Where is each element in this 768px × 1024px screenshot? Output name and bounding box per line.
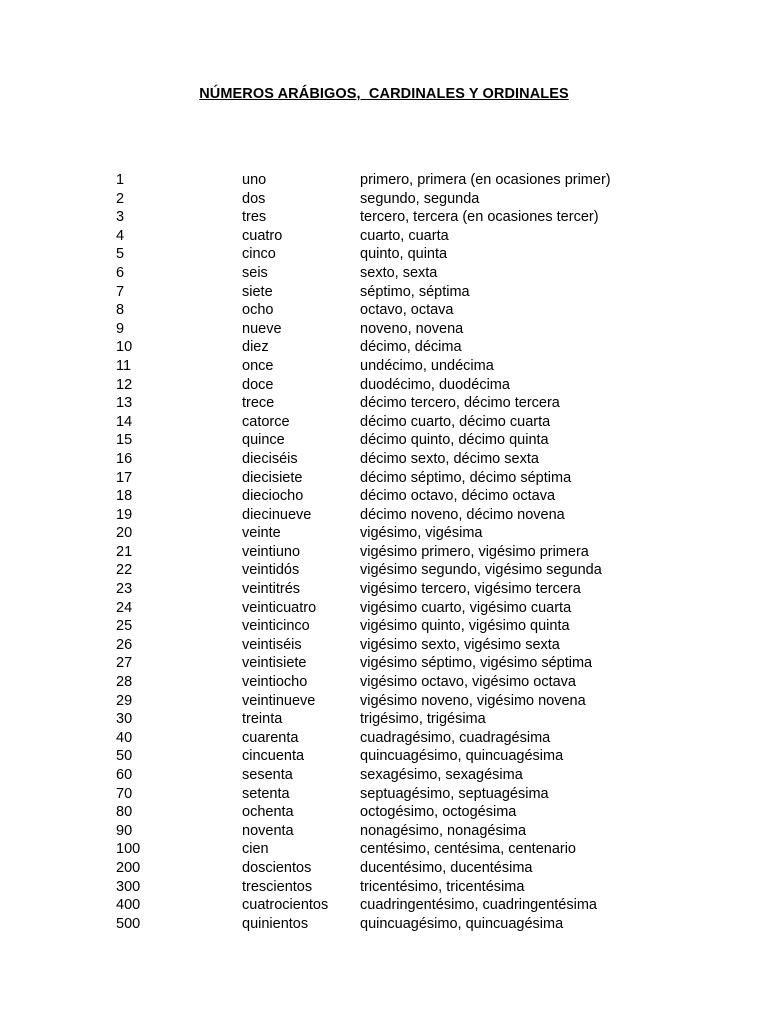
- cardinal-word: veintiséis: [242, 636, 302, 653]
- arabic-number: 10: [116, 339, 133, 356]
- table-row: [116, 840, 676, 859]
- cardinal-word: cincuenta: [242, 748, 305, 765]
- table-row: [116, 580, 676, 599]
- table-row: [116, 766, 676, 785]
- ordinal-word: vigésimo primero, vigésimo primera: [360, 543, 589, 560]
- arabic-number: 500: [116, 915, 141, 932]
- arabic-number: 5: [116, 246, 125, 263]
- ordinal-word: décimo tercero, décimo tercera: [360, 395, 560, 412]
- arabic-number: 24: [116, 599, 133, 616]
- arabic-number: 19: [116, 506, 133, 523]
- table-row: [116, 673, 676, 692]
- table-row: [116, 654, 676, 673]
- ordinal-word: undécimo, undécima: [360, 357, 494, 374]
- cardinal-word: veintiocho: [242, 674, 308, 691]
- document-title: NÚMEROS ARÁBIGOS, CARDINALES Y ORDINALES: [199, 86, 569, 102]
- table-row: [116, 283, 676, 302]
- arabic-number: 12: [116, 376, 133, 393]
- ordinal-word: séptimo, séptima: [360, 283, 470, 300]
- ordinal-word: cuadringentésimo, cuadringentésima: [360, 897, 597, 914]
- table-row: [116, 692, 676, 711]
- ordinal-word: noveno, novena: [360, 320, 464, 337]
- table-row: [116, 915, 676, 934]
- ordinal-word: nonagésimo, nonagésima: [360, 822, 527, 839]
- arabic-number: 3: [116, 209, 125, 226]
- ordinal-word: décimo octavo, décimo octava: [360, 488, 556, 505]
- ordinal-word: cuadragésimo, cuadragésima: [360, 729, 551, 746]
- cardinal-word: tres: [242, 209, 267, 226]
- ordinal-word: ducentésimo, ducentésima: [360, 859, 533, 876]
- arabic-number: 300: [116, 878, 141, 895]
- ordinal-word: primero, primera (en ocasiones primer): [360, 172, 611, 188]
- table-row: [116, 487, 676, 506]
- cardinal-word: diecinueve: [242, 506, 312, 523]
- cardinal-word: catorce: [242, 413, 290, 430]
- table-row: [116, 264, 676, 283]
- ordinal-word: décimo séptimo, décimo séptima: [360, 469, 572, 486]
- arabic-number: 60: [116, 767, 133, 783]
- ordinal-word: décimo, décima: [360, 339, 462, 356]
- table-row: [116, 710, 676, 729]
- cardinal-word: noventa: [242, 822, 294, 839]
- table-row: [116, 543, 676, 562]
- cardinal-word: cuatrocientos: [242, 897, 329, 914]
- cardinal-word: sesenta: [242, 767, 293, 783]
- cardinal-word: uno: [242, 172, 267, 188]
- ordinal-word: décimo noveno, décimo novena: [360, 506, 565, 523]
- cardinal-word: veintidós: [242, 562, 300, 579]
- ordinal-word: décimo quinto, décimo quinta: [360, 432, 549, 449]
- cardinal-word: cinco: [242, 246, 276, 263]
- ordinal-word: quincuagésimo, quincuagésima: [360, 915, 564, 932]
- ordinal-word: vigésimo, vigésima: [360, 525, 483, 542]
- arabic-number: 100: [116, 841, 141, 858]
- table-row: [116, 320, 676, 339]
- cardinal-word: ochenta: [242, 804, 294, 821]
- arabic-number: 6: [116, 264, 125, 281]
- table-row: [116, 208, 676, 227]
- ordinal-word: septuagésimo, septuagésima: [360, 785, 549, 802]
- numbers-table: [116, 171, 676, 933]
- cardinal-word: cuatro: [242, 227, 283, 244]
- cardinal-word: diez: [242, 339, 269, 356]
- ordinal-word: octavo, octava: [360, 302, 454, 319]
- table-row: [116, 636, 676, 655]
- arabic-number: 17: [116, 469, 133, 486]
- table-row: [116, 822, 676, 841]
- arabic-number: 80: [116, 804, 133, 821]
- cardinal-word: trescientos: [242, 878, 313, 895]
- table-row: [116, 896, 676, 915]
- table-row: [116, 803, 676, 822]
- ordinal-word: tercero, tercera (en ocasiones tercer): [360, 209, 599, 226]
- ordinal-word: décimo cuarto, décimo cuarta: [360, 413, 551, 430]
- arabic-number: 22: [116, 562, 133, 579]
- table-row: [116, 227, 676, 246]
- arabic-number: 400: [116, 897, 141, 914]
- table-row: [116, 561, 676, 580]
- arabic-number: 28: [116, 674, 133, 691]
- table-row: [116, 617, 676, 636]
- arabic-number: 1: [116, 172, 125, 188]
- arabic-number: 29: [116, 692, 133, 709]
- ordinal-word: centésimo, centésima, centenario: [360, 841, 576, 858]
- table-row: [116, 171, 676, 190]
- cardinal-word: dos: [242, 190, 266, 207]
- table-row: [116, 338, 676, 357]
- ordinal-word: vigésimo séptimo, vigésimo séptima: [360, 655, 593, 672]
- ordinal-word: cuarto, cuarta: [360, 227, 449, 244]
- cardinal-word: nueve: [242, 320, 282, 337]
- table-row: [116, 599, 676, 618]
- cardinal-word: veintiuno: [242, 543, 301, 560]
- ordinal-word: vigésimo octavo, vigésimo octava: [360, 674, 576, 691]
- table-row: [116, 450, 676, 469]
- arabic-number: 15: [116, 432, 133, 449]
- cardinal-word: veinte: [242, 525, 281, 542]
- arabic-number: 4: [116, 227, 125, 244]
- table-row: [116, 376, 676, 395]
- ordinal-word: sexagésimo, sexagésima: [360, 767, 523, 783]
- arabic-number: 70: [116, 785, 133, 802]
- arabic-number: 27: [116, 655, 133, 672]
- ordinal-word: quincuagésimo, quincuagésima: [360, 748, 564, 765]
- arabic-number: 20: [116, 525, 133, 542]
- cardinal-word: veinticinco: [242, 618, 310, 635]
- table-row: [116, 859, 676, 878]
- ordinal-word: quinto, quinta: [360, 246, 448, 263]
- cardinal-word: trece: [242, 395, 275, 412]
- table-row: [116, 729, 676, 748]
- ordinal-word: décimo sexto, décimo sexta: [360, 450, 539, 467]
- ordinal-word: sexto, sexta: [360, 264, 438, 281]
- table-row: [116, 394, 676, 413]
- table-row: [116, 301, 676, 320]
- cardinal-word: once: [242, 357, 274, 374]
- table-row: [116, 747, 676, 766]
- arabic-number: 7: [116, 283, 125, 300]
- cardinal-word: cuarenta: [242, 729, 299, 746]
- arabic-number: 50: [116, 748, 133, 765]
- table-row: [116, 431, 676, 450]
- table-row: [116, 878, 676, 897]
- arabic-number: 23: [116, 581, 133, 598]
- ordinal-word: octogésimo, octogésima: [360, 804, 517, 821]
- cardinal-word: dieciséis: [242, 450, 298, 467]
- table-row: [116, 357, 676, 376]
- cardinal-word: seis: [242, 264, 268, 281]
- arabic-number: 26: [116, 636, 133, 653]
- arabic-number: 16: [116, 450, 133, 467]
- arabic-number: 13: [116, 395, 133, 412]
- table-row: [116, 190, 676, 209]
- table-row: [116, 245, 676, 264]
- cardinal-word: veintinueve: [242, 692, 316, 709]
- arabic-number: 18: [116, 488, 133, 505]
- table-row: [116, 413, 676, 432]
- cardinal-word: siete: [242, 283, 273, 300]
- ordinal-word: tricentésimo, tricentésima: [360, 878, 525, 895]
- table-row: [116, 785, 676, 804]
- arabic-number: 9: [116, 320, 125, 337]
- ordinal-word: vigésimo segundo, vigésimo segunda: [360, 562, 602, 579]
- cardinal-word: quince: [242, 432, 285, 449]
- table-row: [116, 506, 676, 525]
- arabic-number: 30: [116, 711, 133, 728]
- arabic-number: 21: [116, 543, 133, 560]
- cardinal-word: veintitrés: [242, 581, 301, 598]
- arabic-number: 8: [116, 302, 125, 319]
- ordinal-word: vigésimo tercero, vigésimo tercera: [360, 581, 581, 598]
- table-row: [116, 469, 676, 488]
- arabic-number: 40: [116, 729, 133, 746]
- ordinal-word: vigésimo noveno, vigésimo novena: [360, 692, 586, 709]
- arabic-number: 200: [116, 859, 141, 876]
- cardinal-word: cien: [242, 841, 269, 858]
- cardinal-word: veinticuatro: [242, 599, 317, 616]
- cardinal-word: setenta: [242, 785, 290, 802]
- cardinal-word: dieciocho: [242, 488, 304, 505]
- cardinal-word: ocho: [242, 302, 274, 319]
- ordinal-word: vigésimo sexto, vigésimo sexta: [360, 636, 560, 653]
- arabic-number: 25: [116, 618, 133, 635]
- ordinal-word: duodécimo, duodécima: [360, 376, 510, 393]
- cardinal-word: doce: [242, 376, 274, 393]
- arabic-number: 90: [116, 822, 133, 839]
- cardinal-word: veintisiete: [242, 655, 307, 672]
- arabic-number: 2: [116, 190, 125, 207]
- ordinal-word: trigésimo, trigésima: [360, 711, 486, 728]
- ordinal-word: vigésimo cuarto, vigésimo cuarta: [360, 599, 572, 616]
- ordinal-word: segundo, segunda: [360, 190, 480, 207]
- ordinal-word: vigésimo quinto, vigésimo quinta: [360, 618, 570, 635]
- cardinal-word: diecisiete: [242, 469, 303, 486]
- arabic-number: 14: [116, 413, 133, 430]
- cardinal-word: quinientos: [242, 915, 309, 932]
- cardinal-word: doscientos: [242, 859, 312, 876]
- arabic-number: 11: [116, 357, 132, 374]
- table-row: [116, 524, 676, 543]
- cardinal-word: treinta: [242, 711, 283, 728]
